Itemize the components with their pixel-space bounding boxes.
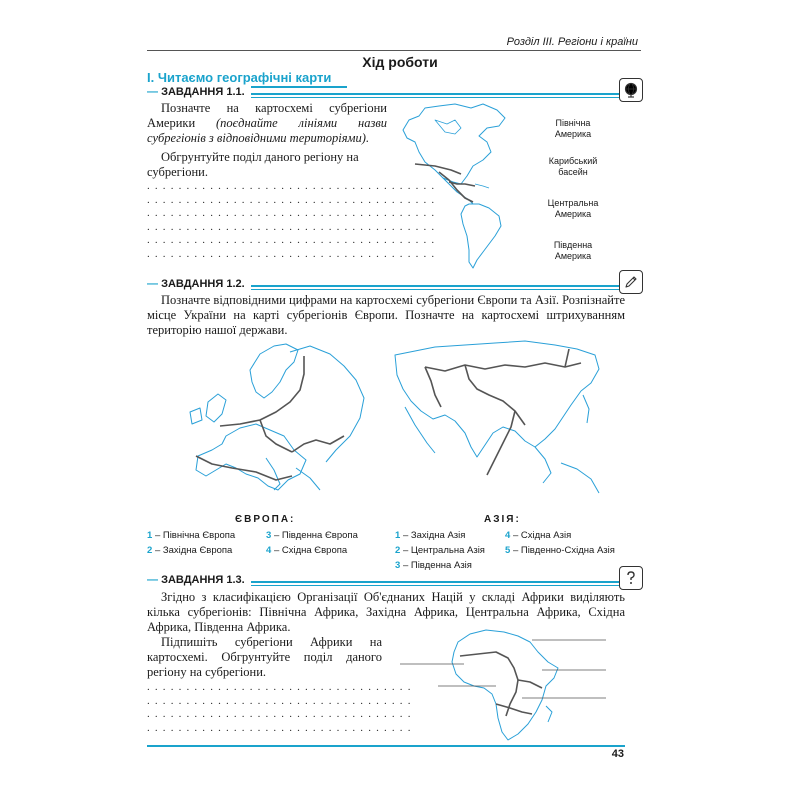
region-label-central-america: Центральна Америка: [547, 198, 599, 219]
europe-legend-heading: ЄВРОПА:: [235, 514, 296, 525]
legend-item: 3 – Південна Азія: [395, 560, 472, 571]
task-1-3-bar: — ЗАВДАННЯ 1.3.: [147, 572, 625, 592]
page-title: Хід роботи: [362, 54, 438, 70]
americas-map: [395, 100, 535, 272]
europe-legend-col-2: [266, 528, 358, 558]
region-label-south-america: Південна Америка: [553, 240, 593, 261]
pencil-icon: [619, 270, 643, 294]
task-1-3-answer-lines[interactable]: . . . . . . . . . . . . . . . . . . . . . . . . . . . . . . . . . . . . . . . . . . . . . . . . . . . . . . . . . . . . . . . . . . . . . . . . . . . . . . . . . . . . . . . . . . . . . . . . . . . . . . . . . . . . . . . . . . . . . . . . . . . . . . . . . . . . . . . .: [147, 681, 412, 734]
asia-map: [385, 335, 605, 510]
legend-item: 5 – Південно-Східна Азія: [505, 545, 615, 556]
task-1-1-label: ЗАВДАННЯ 1.1.: [161, 86, 245, 98]
footer-rule: [147, 745, 625, 747]
task-1-3-label: ЗАВДАННЯ 1.3.: [161, 574, 245, 586]
task-1-1-text: Позначте на картосхемі субрегіони Америки (поєднайте лініями назви субрегіонів з відповідними територіями).: [147, 101, 388, 145]
europe-map: [160, 340, 370, 510]
legend-item: 1 – Західна Азія: [395, 530, 466, 541]
asia-legend-col-2: [505, 528, 615, 558]
legend-item: 3 – Південна Європа: [266, 530, 358, 541]
section-title: І. Читаємо географічні карти: [147, 70, 332, 85]
task-1-2-text: Позначте відповідними цифрами на картосхемі субрегіони Європи та Азії. Розпізнайте місце України на карті субрегіонів Європи. Позначте на картосхемі штрихуванням територію нашої держави.: [147, 293, 625, 337]
europe-legend-col-1: [147, 528, 235, 558]
asia-legend-col-1: [395, 528, 485, 573]
page-number: 43: [611, 748, 624, 760]
globe-icon: [619, 78, 643, 102]
asia-legend-heading: АЗІЯ:: [484, 514, 521, 525]
region-label-north-america: Північна Америка: [554, 118, 592, 139]
legend-item: 2 – Західна Європа: [147, 545, 233, 556]
task-1-3-text-2: Підпишіть субрегіони Африки на картосхемі. Обгрунтуйте поділ даного регіону на субрегіони.: [147, 635, 382, 679]
africa-map: [398, 622, 612, 744]
legend-item: 2 – Центральна Азія: [395, 545, 485, 556]
task-1-2-bar: — ЗАВДАННЯ 1.2.: [147, 276, 625, 296]
legend-item: 4 – Східна Азія: [505, 530, 572, 541]
task-1-1-bar: — ЗАВДАННЯ 1.1.: [147, 84, 625, 104]
legend-item: 1 – Північна Європа: [147, 530, 236, 541]
task-1-2-label: ЗАВДАННЯ 1.2.: [161, 278, 245, 290]
chapter-header: Розділ III. Регіони і країни: [506, 36, 638, 48]
task-1-1-answer-lines[interactable]: . . . . . . . . . . . . . . . . . . . . . . . . . . . . . . . . . . . . . . . . . . . . . . . . . . . . . . . . . . . . . . . . . . . . . . . . . . . . . . . . . . . . . . . . . . . . . . . . . . . . . . . . . . . . . . . . . . . . . . . . . . . . . . . . . . . . . . . . . . . . . . . . . . . . . . . . . . . . . . . . . . . . . . . . . . . . . . . . . . . . . . . . . . . . . . . . . . . . . . . . . . . . . . . . . . . . . . . . . . . . . .: [147, 180, 436, 260]
legend-item: 4 – Східна Європа: [266, 545, 348, 556]
question-icon: [619, 566, 643, 590]
header-rule: [147, 50, 641, 51]
task-1-3-text: Згідно з класифікацією Організації Об'єднаних Націй у складі Африки виділяють кілька субрегіонів: Північна Африка, Західна Африка, Центральна Африка, Східна Африка, Південна Африка.: [147, 590, 625, 634]
task-1-1-text-2: Обгрунтуйте поділ даного регіону на субрегіони.: [147, 150, 359, 179]
region-label-caribbean: Карибський басейн: [548, 156, 598, 177]
